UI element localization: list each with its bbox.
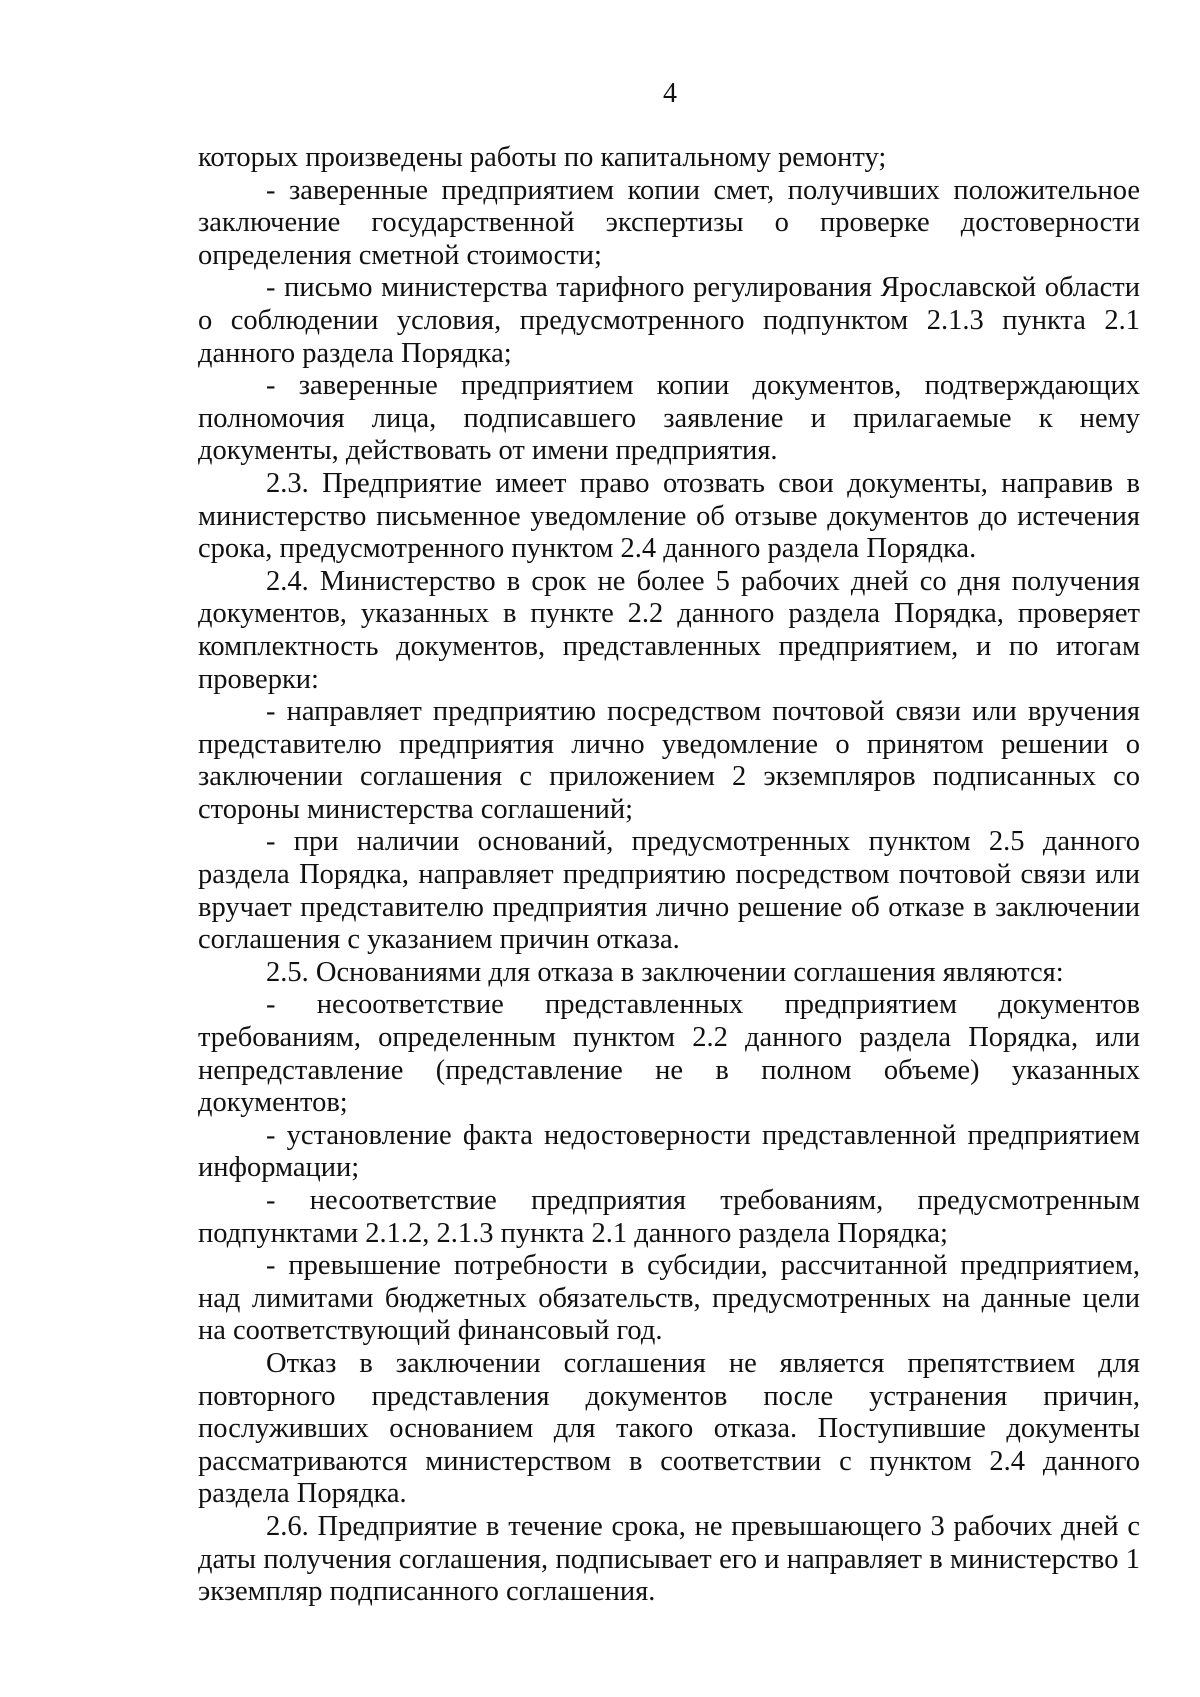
paragraph-continuation: которых произведены работы по капитальному ремонту; [198,142,887,173]
paragraph-refusal-decision: - при наличии оснований, предусмотренных пунктом 2.5 данного раздела Порядка, направляет предприятию посредством почтовой связи или вручает представителю предприятия лично решение об отказе в заключении соглашения с указанием причин отказа. [198,826,1140,956]
paragraph-tariff-letter: - письмо министерства тарифного регулирования Ярославской области о соблюдении условия, предусмотренного подпунктом 2.1.3 пункта 2.1 данного раздела Порядка; [198,272,1140,369]
paragraph-refusal-no-obstacle: Отказ в заключении соглашения не является препятствием для повторного представления документов после устранения причин, послуживших основанием для такого отказа. Поступившие документы рассматриваются министерством в соответствии с пунктом 2.4 данного раздела Порядка. [198,1347,1140,1510]
paragraph-2-6: 2.6. Предприятие в течение срока, не превышающего 3 рабочих дней с даты получения соглашения, подписывает его и направляет в министерство 1 экземпляр подписанного соглашения. [198,1510,1140,1608]
paragraph-unreliable-info: - установление факта недостоверности представленной предприятием информации; [198,1119,1140,1184]
paragraph-2-5: 2.5. Основаниями для отказа в заключении соглашения являются: [266,956,1064,988]
document-body [198,142,1140,1609]
paragraph-estimates-copies: - заверенные предприятием копии смет, получивших положительное заключение государственной экспертизы о проверке достоверности определения сметной стоимости; [198,174,1140,271]
paragraph-authority-documents: - заверенные предприятием копии документов, подтверждающих полномочия лица, подписавшего заявление и прилагаемые к нему документы, действовать от имени предприятия. [198,370,1140,467]
paragraph-nonconformity-documents: - несоответствие представленных предприятием документов требованиям, определенным пунктом 2.2 данного раздела Порядка, или непредставление (представление не в полном объеме) указанных документов; [198,989,1140,1119]
paragraph-subsidy-excess: - превышение потребности в субсидии, рассчитанной предприятием, над лимитами бюджетных обязательств, предусмотренных на данные цели на соответствующий финансовый год. [198,1250,1140,1347]
paragraph-2-4: 2.4. Министерство в срок не более 5 рабочих дней со дня получения документов, указанных в пункте 2.2 данного раздела Порядка, проверяет комплектность документов, представленных предприятием, и по итогам проверки: [198,565,1140,695]
paragraph-2-3: 2.3. Предприятие имеет право отозвать свои документы, направив в министерство письменное уведомление об отзыве документов до истечения срока, предусмотренного пунктом 2.4 данного раздела Порядка. [198,467,1140,565]
page-number: 4 [663,78,677,109]
paragraph-nonconformity-enterprise: - несоответствие предприятия требованиям, предусмотренным подпунктами 2.1.2, 2.1.3 пункта 2.1 данного раздела Порядка; [198,1185,1140,1249]
paragraph-notification: - направляет предприятию посредством почтовой связи или вручения представителю предприятия лично уведомление о принятом решении о заключении соглашения с приложением 2 экземпляров подписанных со стороны министерства соглашений; [198,696,1140,825]
